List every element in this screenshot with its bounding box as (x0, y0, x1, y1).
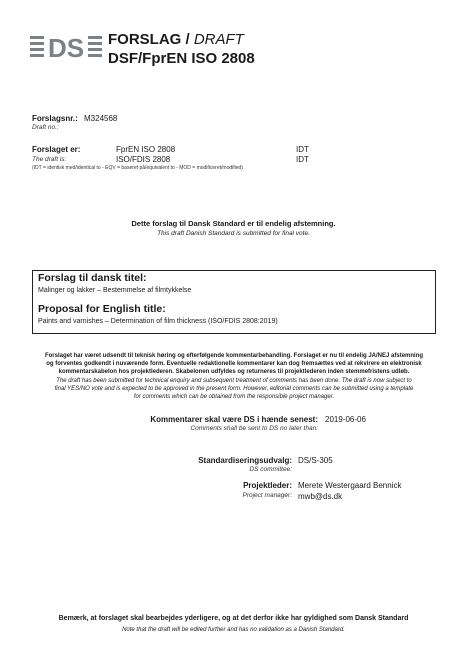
committee-sub: DS committee: (249, 466, 292, 473)
notice-danish-line: Forslaget har været udsendt til teknisk høring og efterfølgende kommentarbehandling. Forslaget er nu til endelig JA/NEJ afstemning (44, 353, 424, 359)
footer-note: Bemærk, at forslaget skal bearbejdes yderligere, og at det derfor ikke har gyldighed som Dansk Standard (58, 615, 409, 622)
notice-danish (28, 352, 440, 376)
reference-1: FprEN ISO 2808 (116, 145, 176, 154)
committee-label: Standardiseringsudvalg: (198, 456, 292, 465)
final-vote-sub: This draft Danish Standard is submitted for final vote. (157, 230, 310, 237)
english-title-heading: Proposal for English title: (38, 303, 166, 315)
notice-english-line: The draft has been submitted for technical enquiry and subsequent treatment of comments has been done. The draft is now subject to (56, 378, 412, 384)
danish-title-heading: Forslag til dansk titel: (38, 272, 147, 284)
document-title (108, 31, 244, 48)
logo-text: DS (47, 33, 85, 59)
manager-email[interactable]: mwb@ds.dk (298, 492, 343, 501)
danish-title: Malinger og lakker – Bestemmelse af filmtykkelse (38, 287, 192, 294)
title-prefix: FORSLAG / (108, 31, 190, 48)
notice-english-line: for comments which can be obtained from the responsible project manager. (133, 394, 335, 400)
reference-1-code: IDT (296, 145, 309, 154)
reference-2: ISO/FDIS 2808 (116, 155, 171, 164)
title-draft: DRAFT (193, 31, 244, 48)
notice-danish-line: kommentarskabelon hos projektlederen. Skabelonen udfyldes og returneres til projektlederen inden stemmefristens udløb. (58, 369, 410, 375)
manager-label: Projektleder: (243, 481, 292, 490)
proposal-number-value: M324568 (84, 114, 118, 123)
proposal-number-sub: Draft no.: (32, 124, 59, 131)
deadline-label: Kommentarer skal være DS i hænde senest: (150, 415, 318, 424)
ds-logo (30, 33, 102, 59)
final-vote-text: Dette forslag til Dansk Standard er til endelig afstemning. (131, 219, 336, 228)
reference-2-code: IDT (296, 155, 309, 164)
proposal-number-label: Forslagsnr.: (32, 114, 78, 123)
equivalence-legend: (IDT = identisk med/identical to - EQV = baseret på/equivalent to - MOD = modificeret/modified) (32, 165, 243, 171)
notice-danish-line: og forventes godkendt i nuværende form. Eventuelle redaktionelle kommentarer kan dog fremsættes ved at rekvirere en elektronisk (46, 361, 422, 367)
manager-sub: Project manager: (242, 492, 292, 499)
english-title: Paints and varnishes – Determination of film thickness (ISO/FDIS 2808:2019) (38, 318, 278, 325)
document-designation: DSF/FprEN ISO 2808 (108, 50, 255, 67)
deadline-sub: Comments shall be sent to DS no later than: (190, 425, 318, 432)
committee-value: DS/S-305 (298, 456, 333, 465)
based-on-label: Forslaget er: (32, 145, 81, 154)
notice-english (28, 377, 440, 401)
notice-english-line: final YES/NO vote and is expected to be approved in the present form. However, editorial comments can be submitted using a template (54, 386, 414, 392)
based-on-sub: The draft is: (32, 156, 67, 163)
footer-note-sub: Note that the draft will be edited further and has no validation as a Danish Standard. (122, 627, 345, 633)
manager-name: Merete Westergaard Bennick (298, 481, 402, 490)
deadline-value: 2019-06-06 (325, 415, 366, 424)
